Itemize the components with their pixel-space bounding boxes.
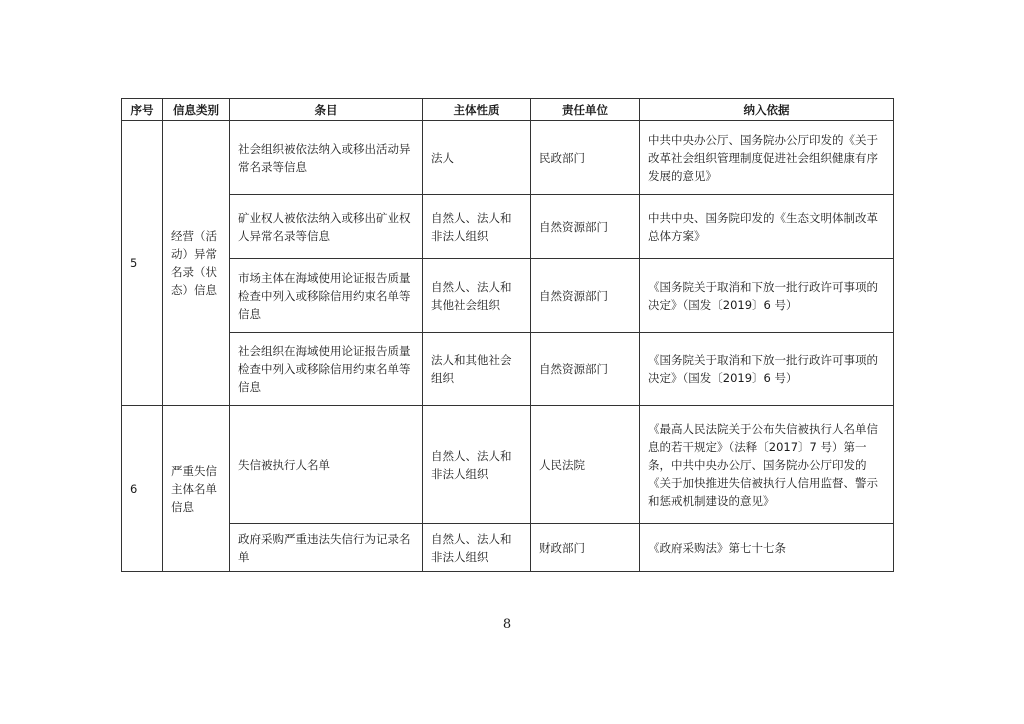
- credit-info-table: [121, 98, 894, 572]
- group-category: 严重失信主体名单信息: [163, 406, 230, 572]
- row-subject: 法人: [423, 121, 531, 195]
- table-row: [122, 195, 894, 259]
- row-subject: 自然人、法人和非法人组织: [423, 195, 531, 259]
- row-basis: 《国务院关于取消和下放一批行政许可事项的决定》（国发〔2019〕6 号）: [640, 333, 894, 406]
- row-basis: 中共中央办公厅、国务院办公厅印发的《关于改革社会组织管理制度促进社会组织健康有序发展的意见》: [640, 121, 894, 195]
- row-basis: 中共中央、国务院印发的《生态文明体制改革总体方案》: [640, 195, 894, 259]
- row-unit: 自然资源部门: [531, 195, 640, 259]
- table-row: [122, 333, 894, 406]
- row-item: 失信被执行人名单: [230, 406, 423, 524]
- row-subject: 自然人、法人和非法人组织: [423, 524, 531, 572]
- row-item: 社会组织在海域使用论证报告质量检查中列入或移除信用约束名单等信息: [230, 333, 423, 406]
- header-item: 条目: [230, 99, 423, 121]
- row-unit: 自然资源部门: [531, 259, 640, 333]
- table-row: [122, 406, 894, 524]
- row-subject: 法人和其他社会组织: [423, 333, 531, 406]
- table-row: [122, 121, 894, 195]
- row-basis: 《政府采购法》第七十七条: [640, 524, 894, 572]
- row-basis: 《最高人民法院关于公布失信被执行人名单信息的若干规定》（法释〔2017〕7 号）第一条，中共中央办公厅、国务院办公厅印发的《关于加快推进失信被执行人信用监督、警示和惩戒机制建设的意见》: [640, 406, 894, 524]
- row-unit: 财政部门: [531, 524, 640, 572]
- group-seq: 5: [122, 121, 163, 406]
- table-header-row: [122, 99, 894, 121]
- row-subject: 自然人、法人和其他社会组织: [423, 259, 531, 333]
- row-item: 市场主体在海域使用论证报告质量检查中列入或移除信用约束名单等信息: [230, 259, 423, 333]
- row-item: 社会组织被依法纳入或移出活动异常名录等信息: [230, 121, 423, 195]
- page-number: 8: [502, 617, 512, 632]
- header-subject: 主体性质: [423, 99, 531, 121]
- group-seq: 6: [122, 406, 163, 572]
- row-unit: 民政部门: [531, 121, 640, 195]
- header-unit: 责任单位: [531, 99, 640, 121]
- row-unit: 自然资源部门: [531, 333, 640, 406]
- row-subject: 自然人、法人和非法人组织: [423, 406, 531, 524]
- row-unit: 人民法院: [531, 406, 640, 524]
- row-item: 政府采购严重违法失信行为记录名单: [230, 524, 423, 572]
- table-row: [122, 259, 894, 333]
- group-category: 经营（活动）异常名录（状态）信息: [163, 121, 230, 406]
- header-basis: 纳入依据: [640, 99, 894, 121]
- row-basis: 《国务院关于取消和下放一批行政许可事项的决定》（国发〔2019〕6 号）: [640, 259, 894, 333]
- table-row: [122, 524, 894, 572]
- header-category: 信息类别: [163, 99, 230, 121]
- row-item: 矿业权人被依法纳入或移出矿业权人异常名录等信息: [230, 195, 423, 259]
- header-seq: 序号: [122, 99, 163, 121]
